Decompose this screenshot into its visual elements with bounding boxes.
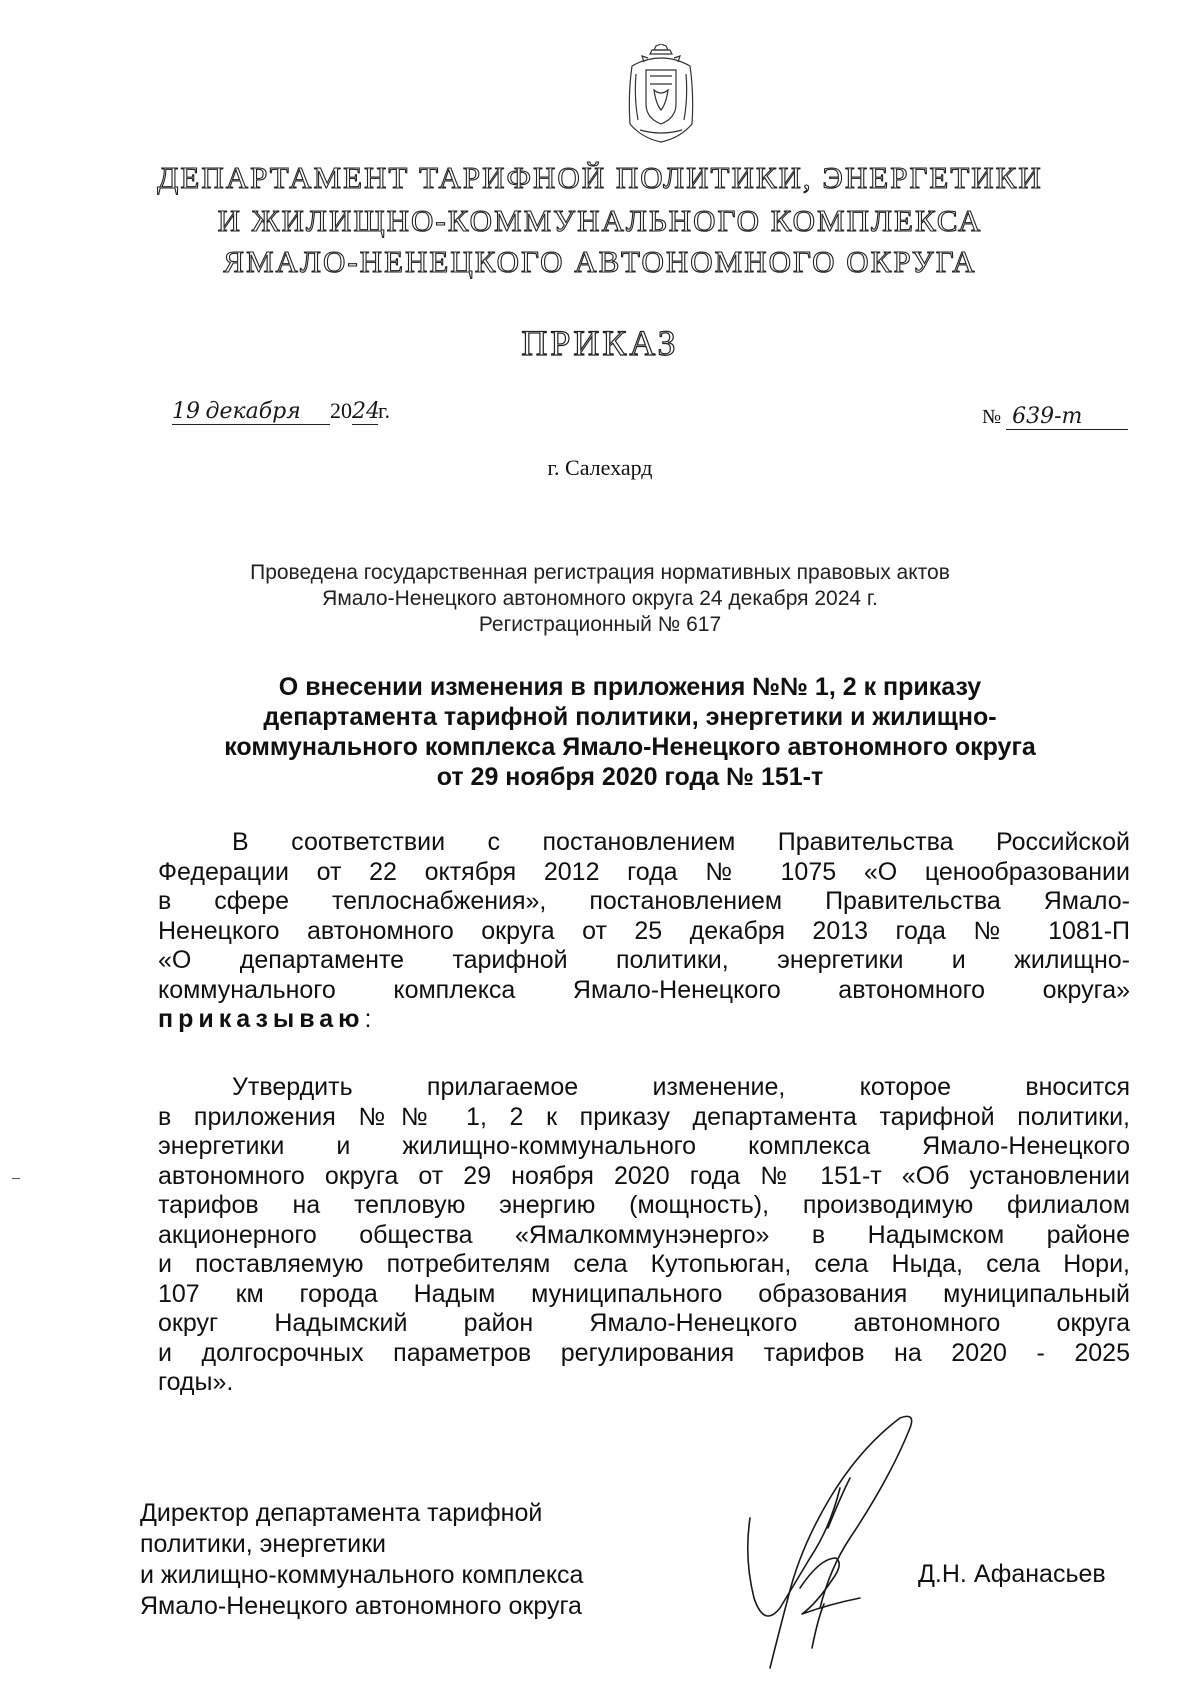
preamble-line: В соответствии с постановлением Правительства Российской [232,828,1130,856]
operative-line: годы». [158,1368,234,1396]
preamble-paragraph [158,828,1130,1035]
subject-line-3: коммунального комплекса Ямало-Ненецкого автономного округа [224,733,1036,761]
operative-line: Утвердить прилагаемое изменение, которое вносится [232,1073,1130,1101]
operative-paragraph [158,1073,1130,1398]
order-number [982,404,1128,430]
city-of-issue: г. Салехард [547,455,653,480]
subject-line-2: департамента тарифной политики, энергетики и жилищно- [263,703,997,731]
order-word-line [158,1005,1130,1035]
date-month: декабря [205,399,301,424]
preamble-line: коммунального комплекса Ямало-Ненецкого автономного округа» [158,975,1130,1004]
coat-of-arms-emblem [620,44,702,144]
date-year-unit: г. [378,398,391,423]
document-type-title: ПРИКАЗ [521,323,679,363]
registration-line-1: Проведена государственная регистрация нормативных правовых актов [250,561,950,584]
department-name-line-2: И ЖИЛИЩНО-КОММУНАЛЬНОГО КОМПЛЕКСА [217,203,983,238]
handwritten-signature [740,1408,960,1688]
preamble-line: в сфере теплоснабжения», постановлением Правительства Ямало- [158,887,1130,915]
operative-line: в приложения №№ 1, 2 к приказу департамента тарифной политики, [158,1102,1130,1131]
date-day: 19 [172,399,200,424]
operative-line: акционерного общества «Ямалкоммунэнерго» в Надымском районе [158,1220,1130,1249]
signatory-position [140,1498,583,1622]
department-name-line-3: ЯМАЛО-НЕНЕЦКОГО АВТОНОМНОГО ОКРУГА [223,244,977,279]
operative-line: 107 км города Надым муниципального образования муниципальный [158,1279,1130,1308]
operative-line: тарифов на тепловую энергию (мощность), производимую филиалом [158,1191,1130,1219]
preamble-line: Федерации от 22 октября 2012 года № 1075 «О ценообразовании [158,857,1130,886]
margin-mark [12,1178,20,1179]
number-value: 639-т [1012,404,1083,429]
signatory-position-line: Ямало-Ненецкого автономного округа [140,1592,582,1620]
registration-line-3: Регистрационный № 617 [478,613,722,636]
operative-line: автономного округа от 29 ноября 2020 года № 151-т «Об установлении [158,1161,1130,1190]
signatory-position-line: Директор департамента тарифной [140,1499,543,1527]
date-year-prefix: 20 [330,398,352,423]
order-date [172,398,390,425]
operative-line: округ Надымский район Ямало-Ненецкого автономного округа [158,1309,1130,1337]
registration-line-2: Ямало-Ненецкого автономного округа 24 декабря 2024 г. [322,587,878,610]
order-word-suffix: : [364,1005,372,1033]
signatory-position-line: политики, энергетики [140,1530,386,1558]
order-subject-heading [190,672,1070,792]
operative-line: и поставляемую потребителям села Кутопьюган, села Ныда, села Нори, [158,1250,1130,1278]
preamble-line: «О департаменте тарифной политики, энергетики и жилищно- [158,946,1130,974]
subject-line-1: О внесении изменения в приложения №№ 1, 2 к приказу [278,673,982,701]
signatory-name: Д.Н. Афанасьев [918,1560,1106,1588]
subject-line-4: от 29 ноября 2020 года № 151-т [436,763,824,791]
signatory-position-line: и жилищно-коммунального комплекса [140,1561,584,1589]
number-label: № [982,406,1002,428]
preamble-line: Ненецкого автономного округа от 25 декабря 2013 года № 1081-П [158,916,1130,945]
operative-line: и долгосрочных параметров регулирования тарифов на 2020 - 2025 [158,1338,1130,1367]
operative-line: энергетики и жилищно-коммунального комплекса Ямало-Ненецкого [158,1132,1130,1160]
order-word: приказываю [158,1005,365,1033]
date-year-suffix: 24 [352,399,380,424]
department-name-line-1: ДЕПАРТАМЕНТ ТАРИФНОЙ ПОЛИТИКИ, ЭНЕРГЕТИКИ [157,160,1043,195]
